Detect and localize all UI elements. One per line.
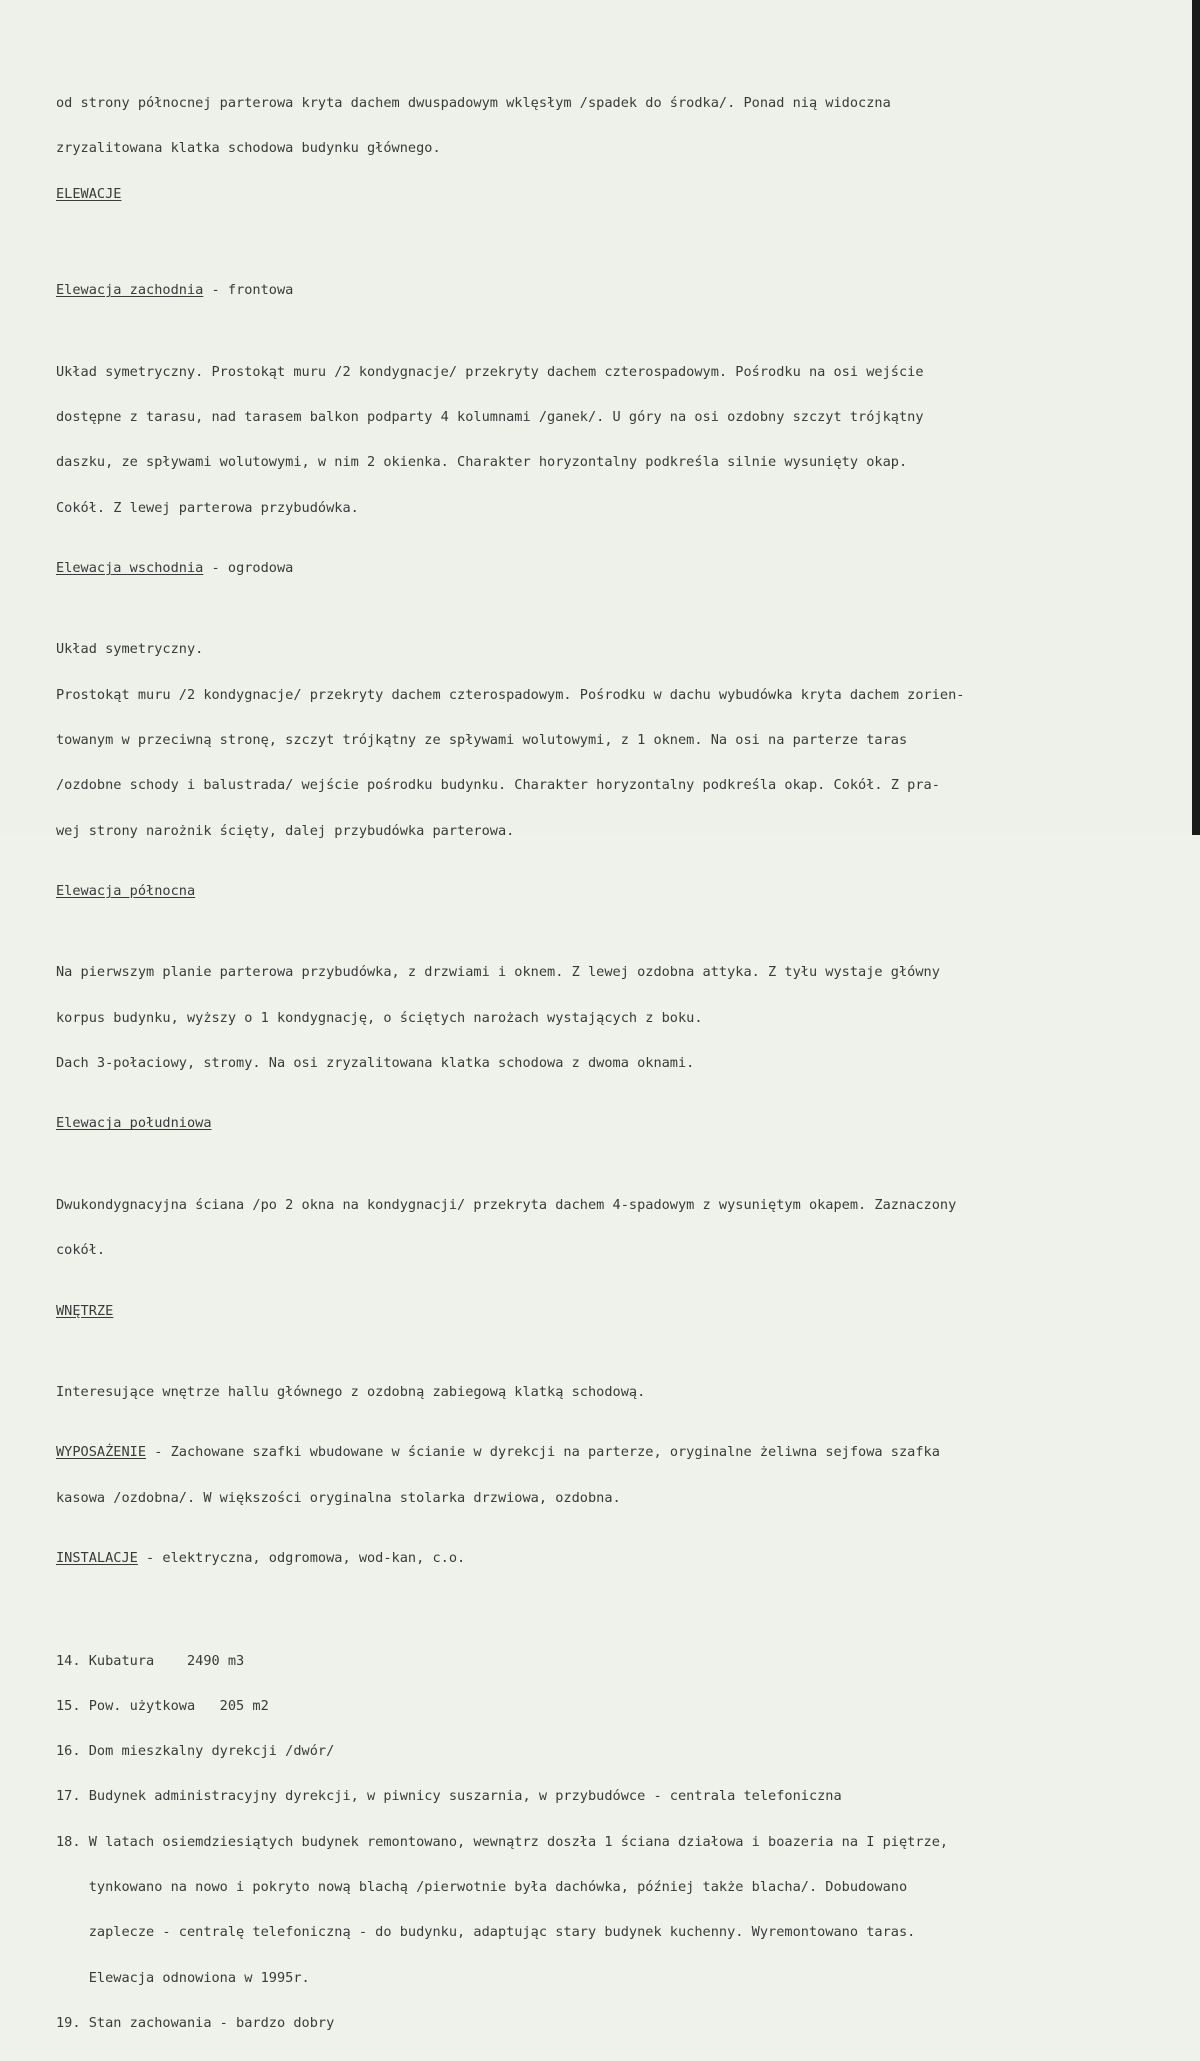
- wyposazenie-line: [56, 1445, 1176, 1460]
- heading-text: INSTALACJE: [56, 1550, 138, 1566]
- instalacje-text: - elektryczna, odgromowa, wod-kan, c.o.: [137, 1550, 466, 1566]
- paragraph-line: Układ symetryczny.: [56, 641, 204, 658]
- subsection-heading-zachodnia: [56, 283, 1176, 298]
- heading-text: Elewacja zachodnia: [56, 282, 204, 299]
- list-item-continued: zaplecze - centralę telefoniczną - do budynku, adaptując stary budynek kuchenny. Wyremontowano taras.: [56, 1924, 916, 1941]
- list-item: 18. W latach osiemdziesiątych budynek remontowano, wewnątrz doszła 1 ściana działowa i boazeria na I piętrze,: [56, 1833, 949, 1850]
- section-heading-elewacje: ELEWACJE: [56, 185, 122, 202]
- heading-suffix: - ogrodowa: [203, 560, 294, 576]
- paragraph-line: towanym w przeciwną stronę, szczyt trójkątny ze spływami wolutowymi, z 1 oknem. Na osi na parterze taras: [56, 732, 908, 749]
- heading-text: WYPOSAŻENIE: [56, 1444, 147, 1461]
- paragraph-line: daszku, ze spływami wolutowymi, w nim 2 okienka. Charakter horyzontalny podkreśla silnie wysunięty okap.: [56, 454, 908, 471]
- paragraph-line: Na pierwszym planie parterowa przybudówka, z drzwiami i oknem. Z lewej ozdobna attyka. Z tyłu wystaje główny: [56, 964, 940, 981]
- document-text: [56, 66, 1176, 2061]
- subsection-heading-wschodnia: [56, 561, 1176, 576]
- paragraph-line: cokół.: [56, 1242, 106, 1259]
- paragraph-line: /ozdobne schody i balustrada/ wejście pośrodku budynku. Charakter horyzontalny podkreśla okap. Cokół. Z pra-: [56, 777, 940, 794]
- list-item: 17. Budynek administracyjny dyrekcji, w piwnicy suszarnia, w przybudówce - centrala telefoniczna: [56, 1788, 842, 1805]
- list-item-continued: Elewacja odnowiona w 1995r.: [56, 1969, 310, 1986]
- heading-text: Elewacja wschodnia: [56, 560, 204, 576]
- paragraph-line: Cokół. Z lewej parterowa przybudówka.: [56, 499, 359, 516]
- subsection-heading-poludniowa: [56, 1116, 1176, 1131]
- paragraph-line: kasowa /ozdobna/. W większości oryginalna stolarka drzwiowa, ozdobna.: [56, 1489, 621, 1506]
- list-item: 19. Stan zachowania - bardzo dobry: [56, 2014, 335, 2031]
- intro-line: zryzalitowana klatka schodowa budynku głównego.: [56, 140, 441, 157]
- heading-text: Elewacja południowa: [56, 1115, 212, 1132]
- paragraph-line: wej strony narożnik ścięty, dalej przybudówka parterowa.: [56, 822, 515, 839]
- list-item: 15. Pow. użytkowa 205 m2: [56, 1697, 269, 1714]
- heading-text: Elewacja północna: [56, 882, 196, 899]
- section-heading-wnetrze: WNĘTRZE: [56, 1302, 114, 1319]
- card-edge: [1192, 0, 1200, 835]
- paragraph-line: Dwukondygnacyjna ściana /po 2 okna na kondygnacji/ przekryta dachem 4-spadowym z wysuniętym okapem. Zaznaczony: [56, 1196, 957, 1213]
- intro-line: od strony północnej parterowa kryta dachem dwuspadowym wklęsłym /spadek do środka/. Ponad nią widoczna: [56, 95, 891, 112]
- instalacje-line: [56, 1551, 1176, 1566]
- paragraph-line: dostępne z tarasu, nad tarasem balkon podparty 4 kolumnami /ganek/. U góry na osi ozdobny szczyt trójkątny: [56, 409, 924, 426]
- paragraph-line: Układ symetryczny. Prostokąt muru /2 kondygnacje/ przekryty dachem czterospadowym. Pośrodku na osi wejście: [56, 363, 924, 380]
- paragraph-line: Prostokąt muru /2 kondygnacje/ przekryty dachem czterospadowym. Pośrodku w dachu wybudówka kryta dachem zorien-: [56, 686, 965, 703]
- heading-suffix: - frontowa: [203, 282, 294, 299]
- paragraph-line: Dach 3-połaciowy, stromy. Na osi zryzalitowana klatka schodowa z dwoma oknami.: [56, 1055, 695, 1071]
- wyposazenie-text: - Zachowane szafki wbudowane w ścianie w dyrekcji na parterze, oryginalne żeliwna sejfowa szafka: [146, 1444, 940, 1461]
- paragraph-line: korpus budynku, wyższy o 1 kondygnację, o ściętych narożach wystających z boku.: [56, 1009, 703, 1026]
- paragraph-line: Interesujące wnętrze hallu głównego z ozdobną zabiegową klatką schodową.: [56, 1383, 646, 1400]
- list-item: 14. Kubatura 2490 m3: [56, 1652, 245, 1669]
- list-item: 16. Dom mieszkalny dyrekcji /dwór/: [56, 1743, 335, 1760]
- list-item-continued: tynkowano na nowo i pokryto nową blachą /pierwotnie była dachówka, później także blacha/. Dobudowano: [56, 1878, 908, 1895]
- subsection-heading-polnocna: [56, 884, 1176, 899]
